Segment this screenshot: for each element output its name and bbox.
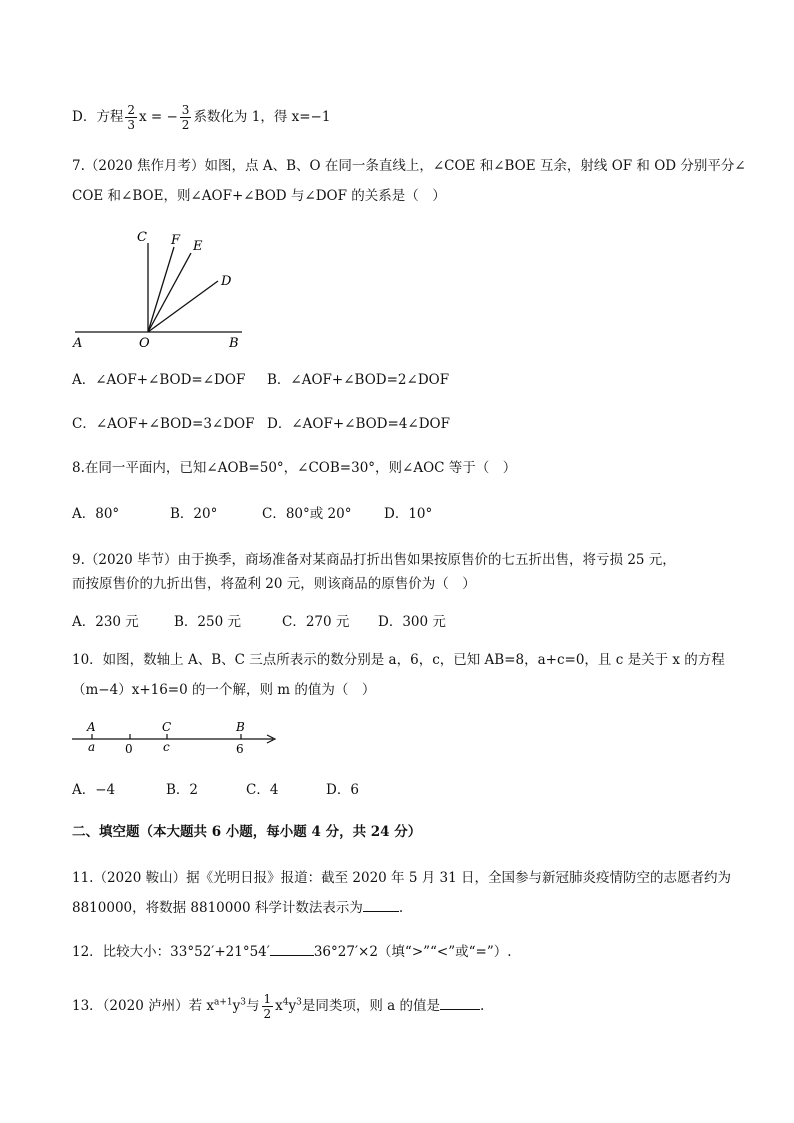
section-2-title: 二、填空题（本大题共 6 小题，每小题 4 分，共 24 分） xyxy=(72,824,422,840)
q9-stem-line2: 而按原售价的九折出售，将盈利 20 元，则该商品的原售价为（ ） xyxy=(72,576,476,592)
q12-suffix: 36°27′×2（填“>”“<”或“=”）. xyxy=(313,944,512,960)
q10-number-line xyxy=(68,716,283,758)
value-six: 6 xyxy=(236,742,244,756)
fraction-1-2: $\frac{1}{2}$ xyxy=(263,992,272,1021)
q6-option-d xyxy=(72,103,330,132)
q10-stem-line1: 10．如图，数轴上 A、B、C 三点所表示的数分别是 a，6，c，已知 AB=8，a+c=0，且 c 是关于 x 的方程 xyxy=(72,652,725,668)
q7-angle-figure xyxy=(70,225,250,350)
q7-stem-line2: COE 和∠BOE，则∠AOF+∠BOD 与∠DOF 的关系是（ ） xyxy=(72,188,446,204)
label-b: B xyxy=(229,336,239,350)
label-d: D xyxy=(221,274,232,289)
q7-option-a: A．∠AOF+∠BOD=∠DOF xyxy=(72,372,246,388)
q7-options-row2 xyxy=(72,414,450,434)
q9-option-d: D．300 元 xyxy=(378,614,446,630)
q6d-mid: x = − xyxy=(138,109,178,125)
value-zero: 0 xyxy=(125,742,133,756)
q7-option-c: C．∠AOF+∠BOD=3∠DOF xyxy=(72,416,255,432)
q11-line2-text: 8810000，将数据 8810000 科学计数法表示为 xyxy=(72,900,363,916)
label-point-b: B xyxy=(236,720,245,734)
label-f: F xyxy=(171,233,181,248)
label-a: A xyxy=(73,336,83,350)
q10-option-a: A．−4 xyxy=(72,782,116,798)
label-point-c: C xyxy=(162,720,172,734)
label-c: C xyxy=(137,230,147,245)
q7-stem-line1: 7.（2020 焦作月考）如图，点 A、B、O 在同一条直线上，∠COE 和∠BOE 互余，射线 OF 和 OD 分别平分∠ xyxy=(72,158,746,174)
q11-end: . xyxy=(398,900,404,916)
q13-suffix: 是同类项，则 a 的值是 xyxy=(301,998,441,1014)
value-c: c xyxy=(163,740,170,754)
q11-stem-line1: 11.（2020 鞍山）据《光明日报》报道：截至 2020 年 5 月 31 日，全国参与新冠肺炎疫情防空的志愿者约为 xyxy=(72,870,731,886)
q13-stem: 13．（2020 泸州）若 $x^{a+1}y^3$与 $\frac{1}{2}$ $x^4y^3$是同类项，则 a 的值是 . xyxy=(72,992,485,1021)
q10-option-b: B．2 xyxy=(166,782,199,798)
q9-option-a: A．230 元 xyxy=(72,614,139,630)
q11-stem-line2 xyxy=(72,898,403,918)
fraction-2-3: $\frac{2}{3}$ xyxy=(127,103,135,132)
q8-option-b: B．20° xyxy=(170,506,218,522)
ray-od xyxy=(148,281,218,332)
q8-stem: 8.在同一平面内，已知∠AOB=50°，∠COB=30°，则∠AOC 等于（ ） xyxy=(72,460,517,476)
q10-options xyxy=(72,780,359,800)
q12-stem xyxy=(72,942,512,962)
q13-prefix: 13．（2020 泸州）若 x xyxy=(72,998,214,1014)
label-point-a: A xyxy=(87,720,96,734)
q7-option-b: B．∠AOF+∠BOD=2∠DOF xyxy=(267,372,450,388)
ray-of xyxy=(148,247,174,332)
q13-end: . xyxy=(480,998,485,1014)
label-e: E xyxy=(193,239,203,254)
q8-option-a: A．80° xyxy=(72,506,120,522)
label-o: O xyxy=(139,336,150,350)
q8-options xyxy=(72,504,432,524)
q12-prefix: 12．比较大小：33°52′+21°54′ xyxy=(72,944,270,960)
ray-oe xyxy=(148,253,191,332)
q10-option-c: C．4 xyxy=(246,782,279,798)
q8-option-c: C．80°或 20° xyxy=(262,506,352,522)
q9-options xyxy=(72,612,446,632)
q9-option-c: C．270 元 xyxy=(282,614,350,630)
q9-option-b: B．250 元 xyxy=(174,614,241,630)
fraction-3-2: $\frac{3}{2}$ xyxy=(181,103,190,132)
q7-options-row1 xyxy=(72,370,449,390)
q7-option-d: D．∠AOF+∠BOD=4∠DOF xyxy=(267,416,450,432)
q6d-suffix: 系数化为 1，得 x=−1 xyxy=(193,109,331,125)
q10-option-d: D．6 xyxy=(326,782,359,798)
value-a: a xyxy=(88,740,96,754)
q13-answer-blank[interactable] xyxy=(440,997,480,1010)
q10-stem-line2: （m−4）x+16=0 的一个解，则 m 的值为（ ） xyxy=(72,682,376,698)
q9-stem-line1: 9.（2020 毕节）由于换季，商场准备对某商品打折出售如果按原售价的七五折出售，将亏损 25 元， xyxy=(72,552,676,568)
q11-answer-blank[interactable] xyxy=(363,899,399,912)
q12-answer-blank[interactable] xyxy=(270,943,314,956)
q8-option-d: D．10° xyxy=(384,506,433,522)
q6d-prefix: D．方程 xyxy=(72,109,124,125)
